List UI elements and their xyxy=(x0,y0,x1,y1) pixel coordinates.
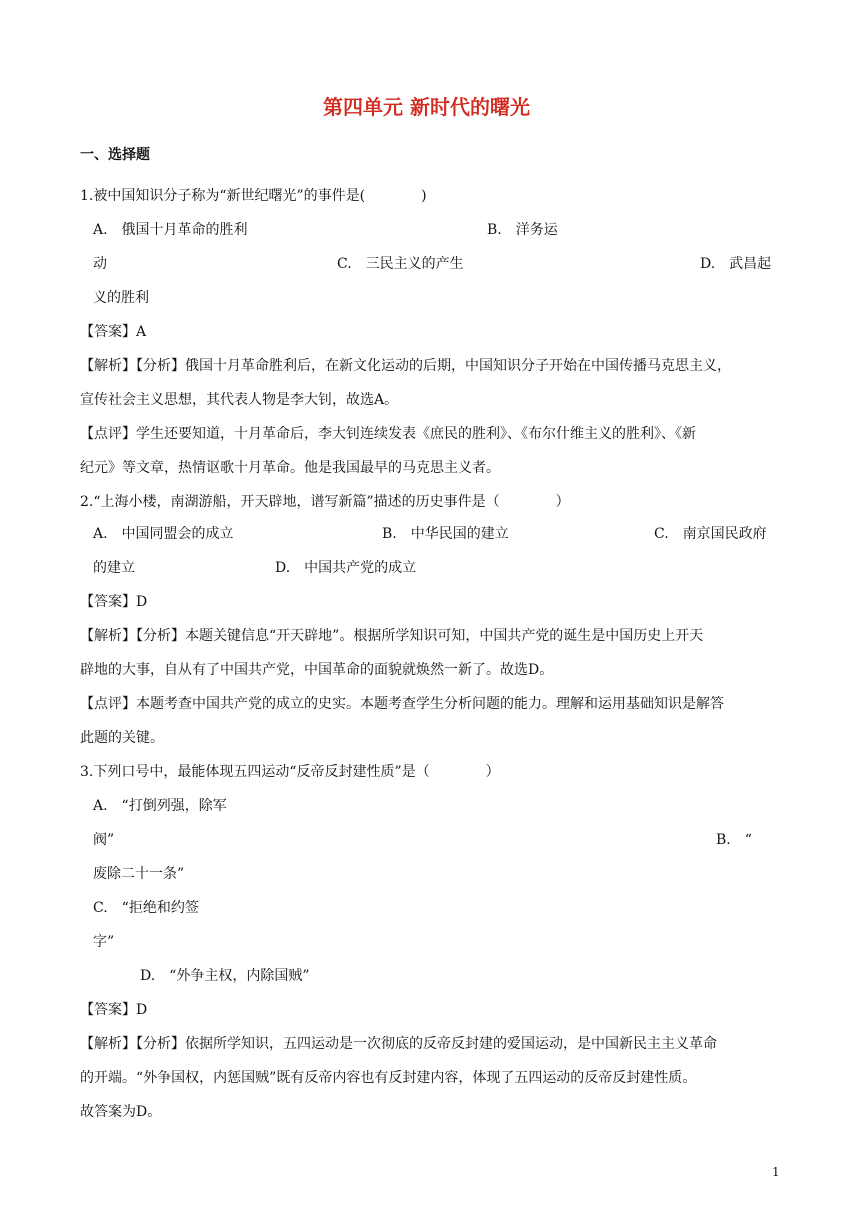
comment-line: 【点评】学生还要知道，十月革命后，李大钊连续发表《庶民的胜利》、《布尔什维主义的胜利》、《新 xyxy=(80,426,696,442)
answer: 【答案】D xyxy=(80,594,148,610)
option-b-continued: 废除二十一条” xyxy=(93,866,185,882)
option-a: A. 俄国十月革命的胜利 xyxy=(93,222,248,238)
option-b: B. “ xyxy=(716,832,752,848)
section-heading: 一、选择题 xyxy=(80,147,150,163)
option-a: A. “打倒列强，除军 xyxy=(93,798,227,814)
analysis-line: 辟地的大事，自从有了中国共产党，中国革命的面貌就焕然一新了。故选D。 xyxy=(80,662,554,678)
option-d: D. 中国共产党的成立 xyxy=(275,560,417,576)
question-stem: 3.下列口号中，最能体现五四运动“反帝反封建性质”是（ ） xyxy=(80,764,500,780)
analysis-line: 宣传社会主义思想，其代表人物是李大钊，故选A。 xyxy=(80,392,399,408)
option-a: A. 中国同盟会的成立 xyxy=(93,526,234,542)
page-title: 第四单元 新时代的曙光 xyxy=(323,95,530,119)
option-c-continued: 字” xyxy=(93,934,115,950)
option-a-continued: 阀” xyxy=(93,832,115,848)
analysis-line: 【解析】【分析】本题关键信息“开天辟地”。根据所学知识可知，中国共产党的诞生是中国历史上开天 xyxy=(80,628,704,644)
option-d-continued: 义的胜利 xyxy=(93,290,149,306)
comment-line: 纪元》等文章，热情讴歌十月革命。他是我国最早的马克思主义者。 xyxy=(80,460,500,476)
page-number: 1 xyxy=(772,1165,780,1179)
comment-line: 此题的关键。 xyxy=(80,730,164,746)
answer: 【答案】D xyxy=(80,1002,148,1018)
analysis-line: 的开端。“外争国权，内惩国贼”既有反帝内容也有反封建内容，体现了五四运动的反帝反封建性质。 xyxy=(80,1070,697,1086)
option-b: B. 中华民国的建立 xyxy=(382,526,509,542)
option-b-continued: 动 xyxy=(93,256,107,272)
analysis-line: 故答案为D。 xyxy=(80,1104,162,1120)
option-c-continued: 的建立 xyxy=(93,560,135,576)
option-d: D. 武昌起 xyxy=(700,256,772,272)
question-stem: 1.被中国知识分子称为“新世纪曙光”的事件是( ) xyxy=(80,188,427,204)
option-c: C. 南京国民政府 xyxy=(654,526,767,542)
answer: 【答案】A xyxy=(80,324,147,340)
analysis-line: 【解析】【分析】依据所学知识，五四运动是一次彻底的反帝反封建的爱国运动，是中国新民主主义革命 xyxy=(80,1036,717,1052)
option-c: C. “拒绝和约签 xyxy=(93,900,199,916)
option-d: D. “外争主权，内除国贼” xyxy=(140,968,310,984)
question-stem: 2.“上海小楼，南湖游船，开天辟地，谱写新篇”描述的历史事件是（ ） xyxy=(80,494,570,510)
comment-line: 【点评】本题考查中国共产党的成立的史实。本题考查学生分析问题的能力。理解和运用基础知识是解答 xyxy=(80,696,724,712)
option-c: C. 三民主义的产生 xyxy=(337,256,464,272)
option-b: B. 洋务运 xyxy=(487,222,558,238)
analysis-line: 【解析】【分析】俄国十月革命胜利后，在新文化运动的后期，中国知识分子开始在中国传播马克思主义， xyxy=(80,358,731,374)
